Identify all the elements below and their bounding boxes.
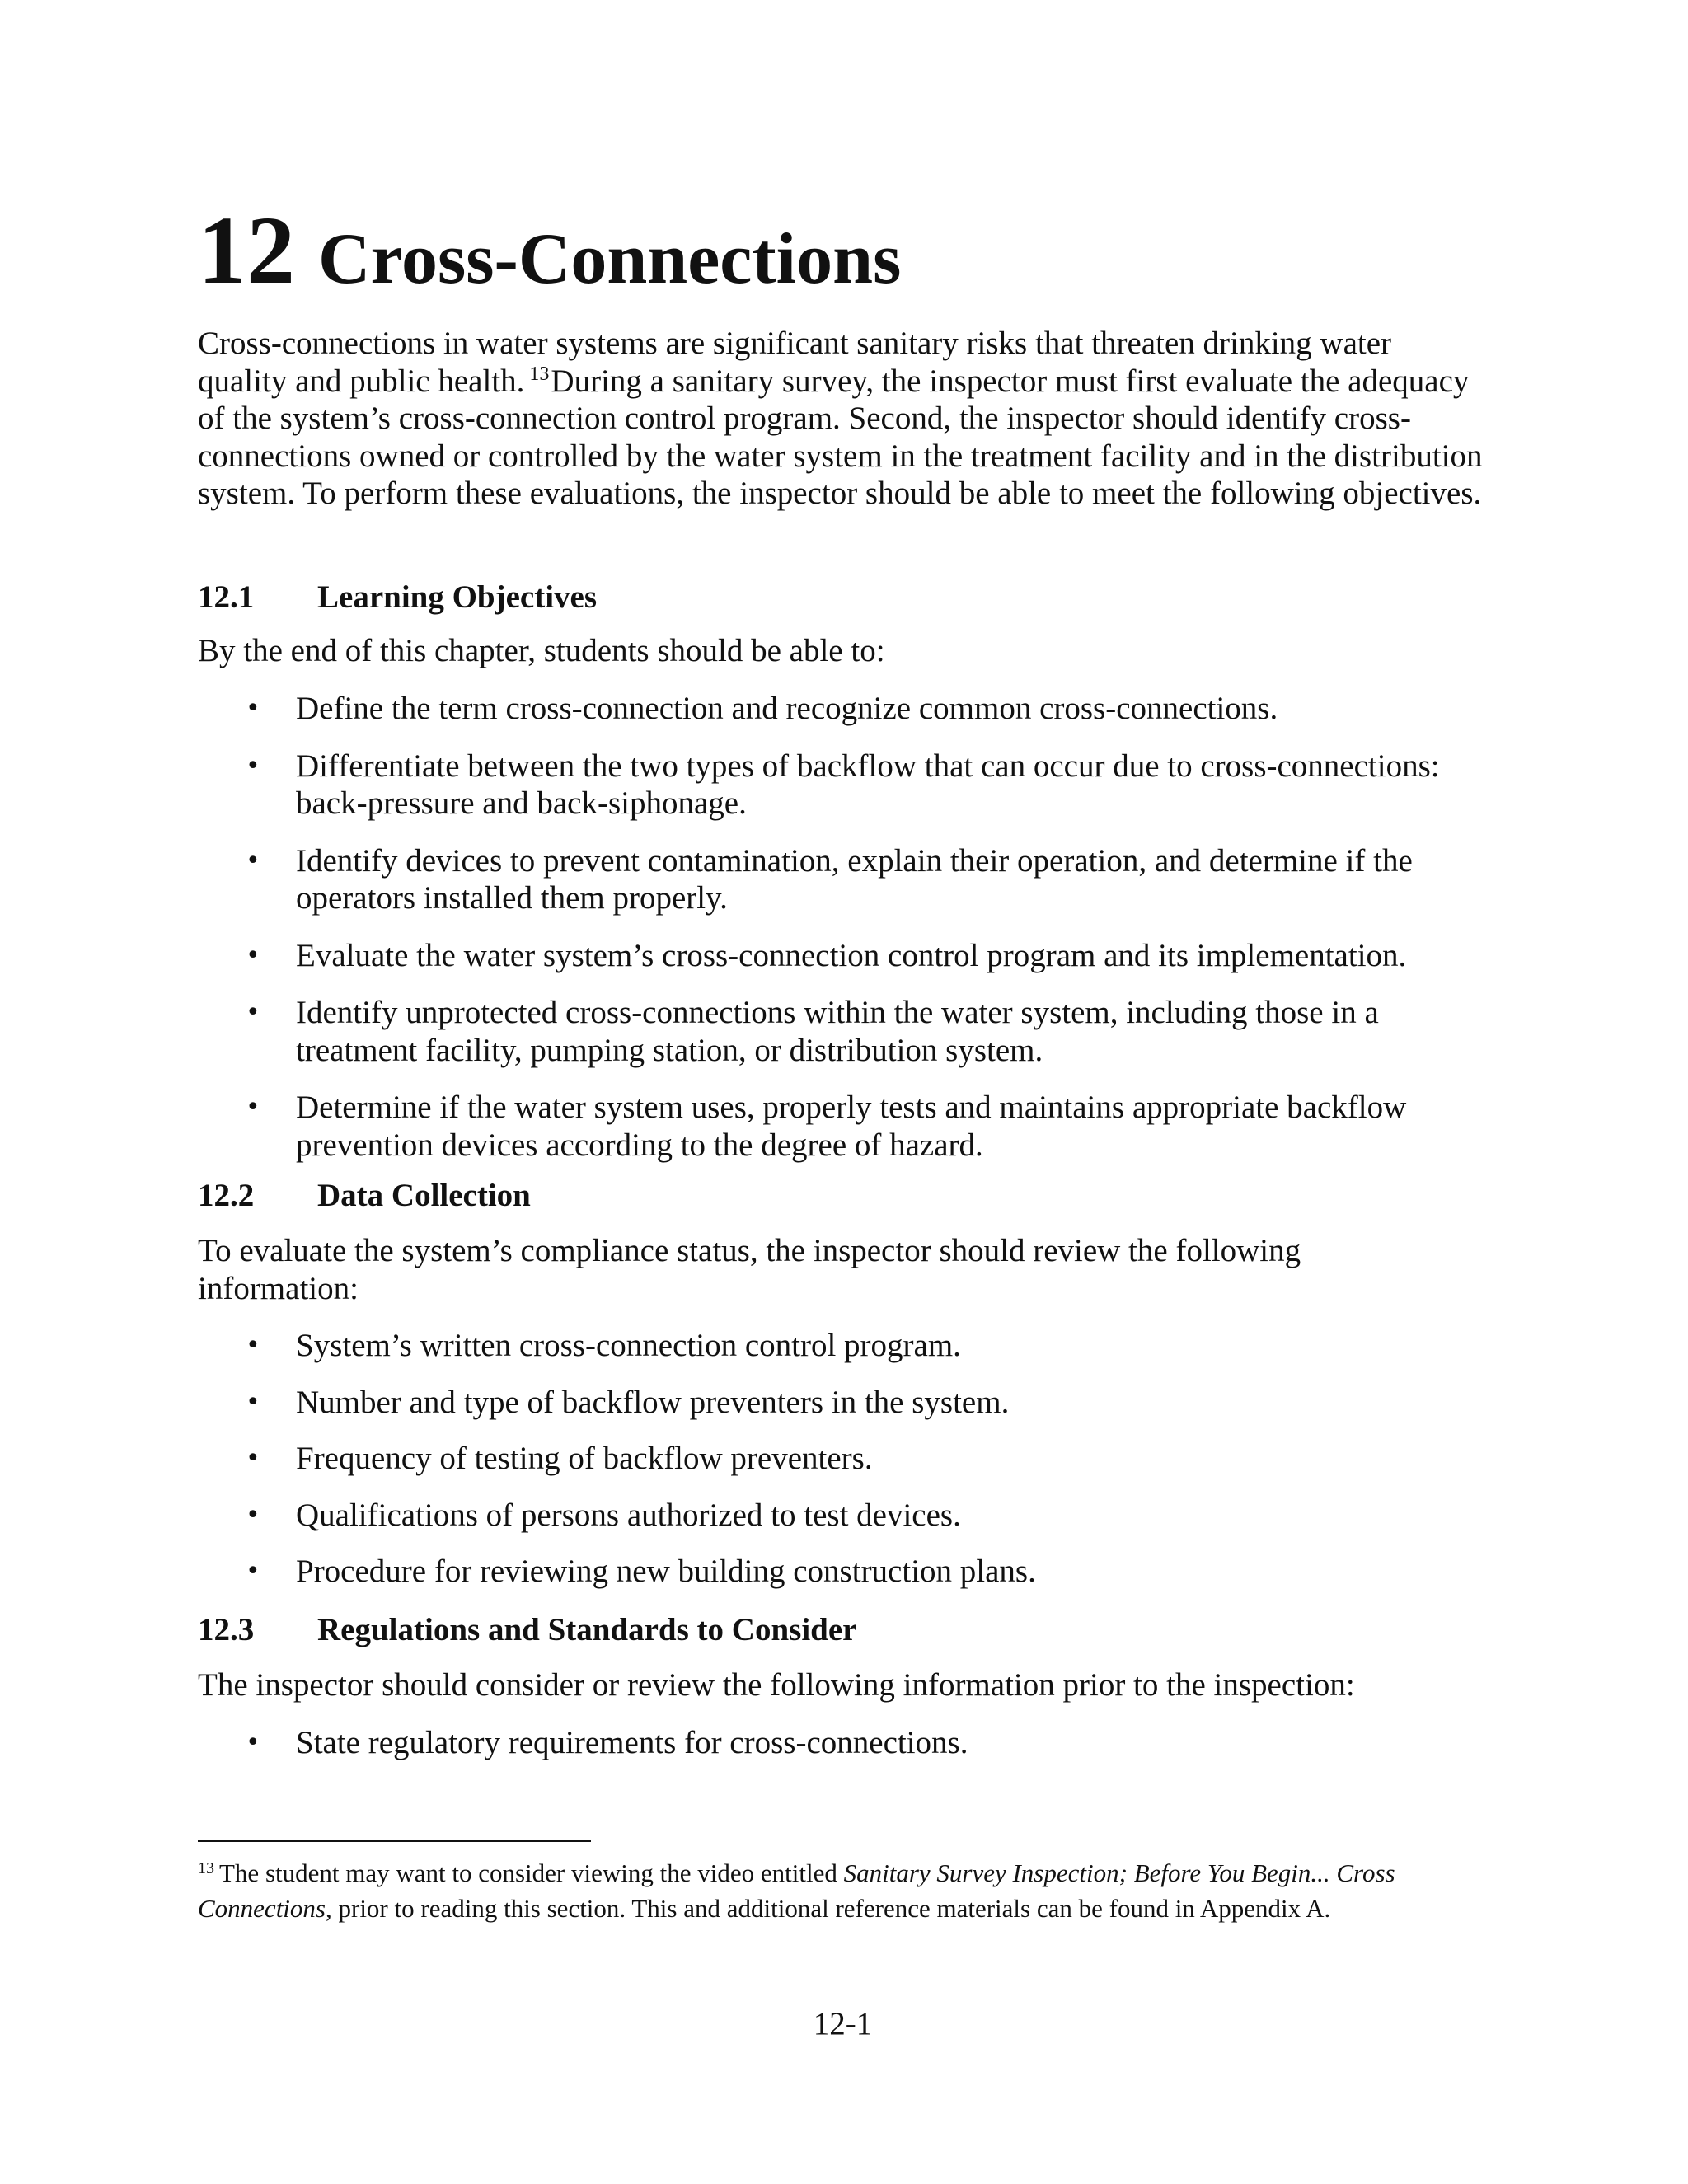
footnote	[198, 1858, 1488, 1924]
list-item	[198, 1440, 1488, 1478]
list-item-text: System’s written cross-connection control program.	[296, 1328, 961, 1363]
section-title: Data Collection	[317, 1178, 531, 1213]
section-heading-12-3	[198, 1611, 856, 1649]
list-item	[198, 1327, 1488, 1365]
section-number: 12.2	[198, 1178, 255, 1213]
footnote-separator	[198, 1840, 591, 1842]
list-item-text: Define the term cross-connection and recognize common cross-connections.	[296, 691, 1278, 726]
footnote-video-title: Sanitary Survey Inspection; Before You Begin... Cross Connections	[198, 1858, 1395, 1923]
list-item	[198, 748, 1488, 823]
list-item	[198, 842, 1488, 917]
list-item	[198, 1384, 1488, 1422]
list-item-text: Identify unprotected cross-connections within the water system, including those in a treatment facility, pumping station, or distribution system.	[296, 995, 1379, 1068]
bullet-icon: •	[246, 1444, 260, 1473]
list-item	[198, 1553, 1488, 1591]
footnote-reference[interactable]: 13	[529, 363, 550, 385]
section-heading-12-1	[198, 579, 597, 616]
section-lead-12-2: To evaluate the system’s compliance status, the inspector should review the following information:	[198, 1233, 1301, 1306]
section-title: Regulations and Standards to Consider	[317, 1612, 857, 1647]
section-number: 12.3	[198, 1612, 255, 1647]
section-lead-12-1: By the end of this chapter, students should be able to:	[198, 633, 885, 668]
list-item	[198, 994, 1488, 1069]
list-item-text: State regulatory requirements for cross-connections.	[296, 1725, 968, 1760]
bullet-icon: •	[246, 1387, 260, 1417]
footnote-text-part-2: , prior to reading this section. This and additional reference materials can be found in Appendix A.	[326, 1893, 1331, 1923]
bullet-icon: •	[246, 694, 260, 723]
section-title: Learning Objectives	[317, 579, 598, 615]
page-number: 12-1	[813, 2006, 873, 2041]
list-item	[198, 1497, 1488, 1535]
bullet-icon: •	[246, 751, 260, 780]
bullet-icon: •	[246, 1557, 260, 1586]
bullet-icon: •	[246, 846, 260, 875]
bullet-icon: •	[246, 1093, 260, 1122]
list-item	[198, 1724, 1488, 1762]
bullet-icon: •	[246, 940, 260, 970]
data-collection-list	[198, 1327, 1488, 1591]
list-item-text: Frequency of testing of backflow preventers.	[296, 1441, 873, 1476]
list-item	[198, 1089, 1488, 1164]
chapter-number: 12	[198, 196, 295, 304]
footnote-text-part-1: The student may want to consider viewing the video entitled	[219, 1858, 837, 1887]
bullet-icon: •	[246, 1500, 260, 1530]
chapter-title	[198, 196, 902, 304]
regulations-list	[198, 1724, 1488, 1762]
list-item-text: Differentiate between the two types of backflow that can occur due to cross-connections: back-pressure and back-siphonage.	[296, 748, 1440, 821]
list-item-text: Determine if the water system uses, properly tests and maintains appropriate backflow prevention devices according to the degree of hazard.	[296, 1090, 1407, 1163]
intro-text-part-1: Cross-connections in water systems are significant sanitary risks that threaten drinking water quality and public health.	[198, 326, 1392, 399]
section-lead-12-3: The inspector should consider or review the following information prior to the inspection:	[198, 1667, 1355, 1703]
list-item-text: Number and type of backflow preventers in the system.	[296, 1384, 1010, 1420]
section-heading-12-2	[198, 1177, 531, 1215]
list-item-text: Procedure for reviewing new building construction plans.	[296, 1554, 1036, 1589]
list-item-text: Evaluate the water system’s cross-connection control program and its implementation.	[296, 937, 1407, 973]
list-item	[198, 937, 1488, 975]
intro-text-part-2: During a sanitary survey, the inspector must first evaluate the adequacy of the system’s cross-connection control program. Second, the inspector should identify cross-connections owned or controlled by the water system in the treatment facility and in the distribution system. To perform these evaluations, the inspector should be able to meet the following objectives.	[198, 363, 1483, 511]
chapter-name: Cross-Connections	[318, 219, 902, 299]
learning-objectives-list	[198, 690, 1488, 1164]
bullet-icon: •	[246, 1331, 260, 1360]
intro-paragraph	[198, 325, 1488, 513]
bullet-icon: •	[246, 1728, 260, 1757]
list-item	[198, 690, 1488, 728]
list-item-text: Identify devices to prevent contamination, explain their operation, and determine if the operators installed them properly.	[296, 842, 1413, 916]
list-item-text: Qualifications of persons authorized to test devices.	[296, 1497, 961, 1533]
bullet-icon: •	[246, 998, 260, 1027]
section-number: 12.1	[198, 579, 255, 615]
footnote-mark: 13	[198, 1859, 214, 1877]
